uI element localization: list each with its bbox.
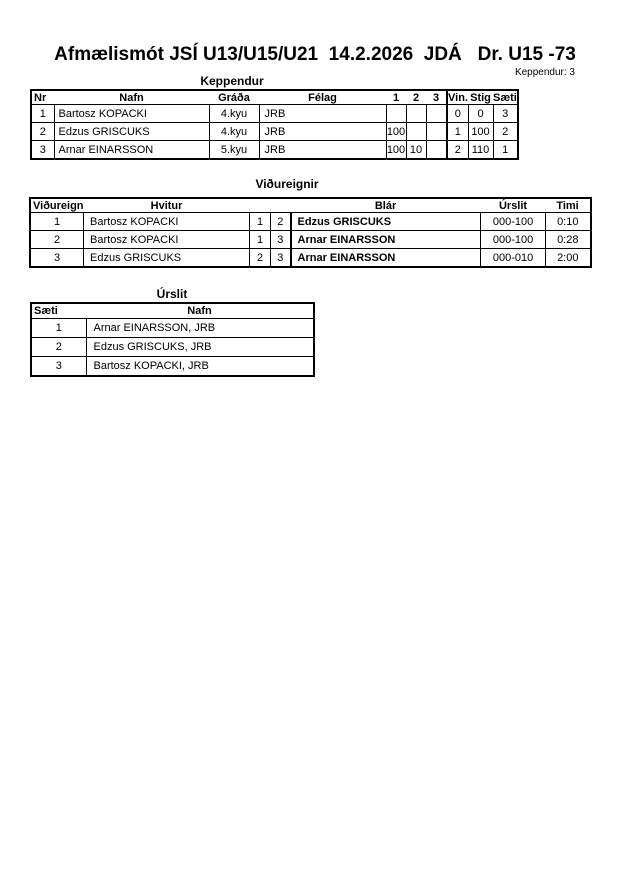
cell-match-nr: 3 xyxy=(30,249,84,268)
cell-hvitur: Edzus GRISCUKS xyxy=(84,249,250,268)
cell-saeti: 1 xyxy=(31,319,86,338)
cell-nafn: Bartosz KOPACKI xyxy=(54,105,209,123)
cell-hvitur-nr: 2 xyxy=(250,249,271,268)
vidureignir-header-row xyxy=(30,198,591,213)
col-header-grada: Gráða xyxy=(209,90,259,105)
cell-vin: 2 xyxy=(447,141,468,160)
col-header-urslit: Úrslit xyxy=(481,198,546,213)
cell-nafn: Arnar EINARSSON xyxy=(54,141,209,160)
cell-stig: 110 xyxy=(468,141,493,160)
cell-blar: Edzus GRISCUKS xyxy=(291,213,481,231)
cell-urslit: 000-010 xyxy=(481,249,546,268)
cell-nafn: Edzus GRISCUKS, JRB xyxy=(86,338,314,357)
cell-hvitur: Bartosz KOPACKI xyxy=(84,231,250,249)
cell-nr: 1 xyxy=(31,105,54,123)
col-header-hvitur: Hvitur xyxy=(84,198,250,213)
cell-vin: 0 xyxy=(447,105,468,123)
cell-nr: 3 xyxy=(31,141,54,160)
table-row xyxy=(30,231,591,249)
cell-nafn: Arnar EINARSSON, JRB xyxy=(86,319,314,338)
cell-round2 xyxy=(406,123,426,141)
vidureignir-table xyxy=(29,197,592,268)
keppendur-header-row xyxy=(31,90,518,105)
col-header-round2: 2 xyxy=(406,90,426,105)
cell-felag: JRB xyxy=(259,141,386,160)
cell-grada: 4.kyu xyxy=(209,123,259,141)
cell-felag: JRB xyxy=(259,105,386,123)
cell-timi: 0:10 xyxy=(546,213,591,231)
cell-round2: 10 xyxy=(406,141,426,160)
cell-vin: 1 xyxy=(447,123,468,141)
cell-felag: JRB xyxy=(259,123,386,141)
cell-match-nr: 2 xyxy=(30,231,84,249)
col-header-blar: Blár xyxy=(291,198,481,213)
table-row xyxy=(31,141,518,160)
cell-match-nr: 1 xyxy=(30,213,84,231)
page-title: Afmælismót JSÍ U13/U15/U21 14.2.2026 JDÁ Dr. U15 -73 xyxy=(54,44,576,65)
urslit-header-row xyxy=(31,303,314,319)
table-row xyxy=(31,357,314,377)
cell-saeti: 2 xyxy=(493,123,518,141)
cell-round1: 100 xyxy=(386,123,406,141)
col-header-vidureign: Viðureign xyxy=(30,198,84,213)
col-header-timi: Timi xyxy=(546,198,591,213)
table-row xyxy=(31,319,314,338)
cell-saeti: 2 xyxy=(31,338,86,357)
cell-nafn: Bartosz KOPACKI, JRB xyxy=(86,357,314,377)
keppendur-table xyxy=(30,89,519,160)
col-header-nafn: Nafn xyxy=(54,90,209,105)
keppendur-section-title: Keppendur xyxy=(200,74,264,88)
cell-stig: 100 xyxy=(468,123,493,141)
cell-saeti: 3 xyxy=(493,105,518,123)
col-header-round3: 3 xyxy=(426,90,447,105)
cell-urslit: 000-100 xyxy=(481,231,546,249)
cell-blar-nr: 3 xyxy=(271,249,291,268)
cell-round2 xyxy=(406,105,426,123)
cell-grada: 5.kyu xyxy=(209,141,259,160)
cell-saeti: 3 xyxy=(31,357,86,377)
cell-round3 xyxy=(426,105,447,123)
table-row xyxy=(31,123,518,141)
cell-hvitur: Bartosz KOPACKI xyxy=(84,213,250,231)
col-header-round1: 1 xyxy=(386,90,406,105)
cell-stig: 0 xyxy=(468,105,493,123)
cell-nr: 2 xyxy=(31,123,54,141)
cell-round1 xyxy=(386,105,406,123)
col-header-blar-nr xyxy=(271,198,291,213)
col-header-hvitur-nr xyxy=(250,198,271,213)
urslit-table xyxy=(30,302,315,377)
cell-round3 xyxy=(426,141,447,160)
col-header-saeti: Sæti xyxy=(31,303,86,319)
cell-blar: Arnar EINARSSON xyxy=(291,249,481,268)
cell-hvitur-nr: 1 xyxy=(250,213,271,231)
cell-timi: 0:28 xyxy=(546,231,591,249)
vidureignir-section-title: Viðureignir xyxy=(255,177,319,191)
table-row xyxy=(30,213,591,231)
col-header-stig: Stig xyxy=(468,90,493,105)
cell-timi: 2:00 xyxy=(546,249,591,268)
cell-blar-nr: 2 xyxy=(271,213,291,231)
cell-blar-nr: 3 xyxy=(271,231,291,249)
cell-urslit: 000-100 xyxy=(481,213,546,231)
col-header-felag: Félag xyxy=(259,90,386,105)
table-row xyxy=(31,105,518,123)
cell-round1: 100 xyxy=(386,141,406,160)
competitors-count: Keppendur: 3 xyxy=(514,67,575,78)
cell-nafn: Edzus GRISCUKS xyxy=(54,123,209,141)
col-header-vin: Vin. xyxy=(448,91,468,104)
col-header-nr: Nr xyxy=(31,90,54,105)
cell-blar: Arnar EINARSSON xyxy=(291,231,481,249)
cell-saeti: 1 xyxy=(493,141,518,160)
cell-hvitur-nr: 1 xyxy=(250,231,271,249)
col-header-saeti: Sæti xyxy=(493,91,517,104)
cell-grada: 4.kyu xyxy=(209,105,259,123)
table-row xyxy=(31,338,314,357)
table-row xyxy=(30,249,591,268)
col-header-nafn: Nafn xyxy=(86,303,314,319)
urslit-section-title: Úrslit xyxy=(156,287,188,301)
cell-round3 xyxy=(426,123,447,141)
